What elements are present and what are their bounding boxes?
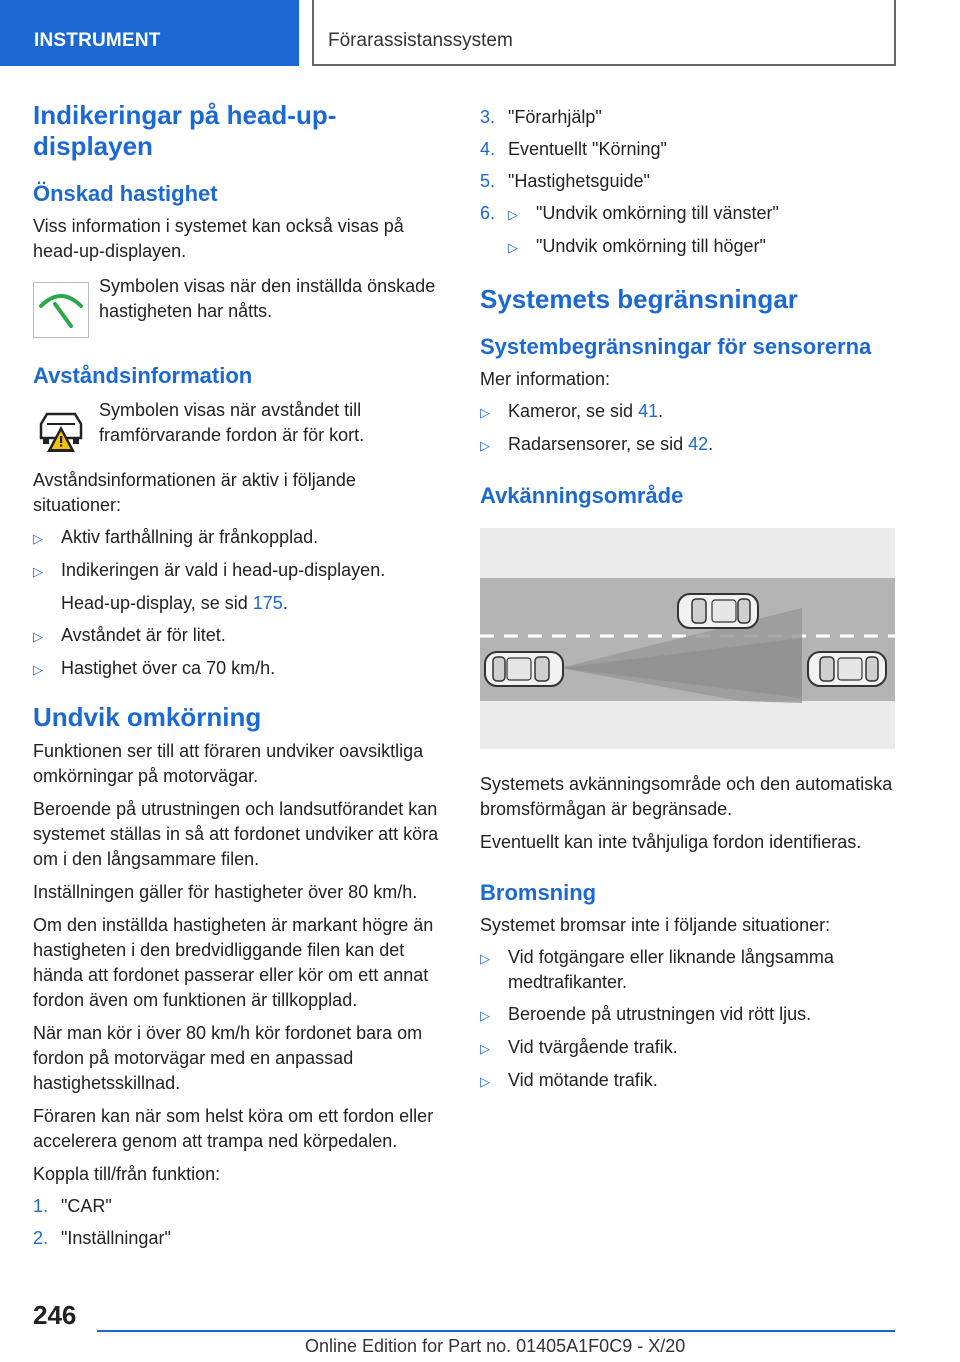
bullet-marker-icon: ▷ — [480, 1008, 490, 1023]
bullet-marker-icon: ▷ — [480, 951, 490, 966]
distance-active-text: Avståndsinformationen är aktiv i följande situationer: — [33, 470, 356, 515]
braking-heading: Bromsning — [480, 880, 597, 905]
overtake-heading: Undvik omkörning — [33, 702, 262, 732]
overtake-para: När man kör i över 80 km/h kör fordonet bara om fordon på motorvägar med en anpassad hastighetsskillnad. — [33, 1023, 423, 1093]
page-link-41[interactable]: 41 — [638, 401, 659, 421]
bullet-marker-icon: ▷ — [480, 1074, 490, 1089]
list-item: ▷ Kameror, se sid 41. — [480, 399, 900, 425]
page-number: 246 — [33, 1300, 77, 1330]
limits-heading: Systemets begränsningar — [480, 284, 798, 314]
car-icon — [808, 652, 886, 686]
distance-symbol-text: Symbolen visas när avståndet till framförvarande fordon är för kort. — [99, 400, 365, 445]
section-label: INSTRUMENT — [34, 30, 161, 51]
bullet-marker-icon: ▷ — [480, 1041, 490, 1056]
distance-warning-icon — [33, 398, 89, 454]
page-link-175[interactable]: 175 — [252, 593, 283, 613]
distance-heading: Avståndsinformation — [33, 363, 253, 388]
step-item: 3. "Förarhjälp" — [480, 107, 602, 127]
list-item: ▷ Radarsensorer, se sid 42. — [480, 432, 900, 458]
overtake-para: Inställningen gäller för hastigheter över 80 km/h. — [33, 882, 418, 902]
bullet-marker-icon: ▷ — [33, 662, 43, 677]
overtake-para: Funktionen ser till att föraren undviker oavsiktliga omkörningar på motorvägar. — [33, 741, 424, 786]
list-item: ▷ Vid tvärgående trafik. — [480, 1035, 900, 1061]
bullet-marker-icon: ▷ — [508, 207, 518, 222]
sensors-heading: Systembegränsningar för sensorerna — [480, 334, 872, 359]
bullet-marker-icon: ▷ — [33, 531, 43, 546]
bullet-marker-icon: ▷ — [508, 240, 518, 255]
list-item: ▷ Vid fotgängare eller liknande långsamma medtrafikanter. — [480, 945, 900, 995]
step-item: 2. "Inställningar" — [33, 1228, 171, 1248]
speed-symbol-row — [33, 274, 447, 338]
list-item: ▷ Aktiv farthållning är frånkopplad. — [33, 525, 447, 551]
section-tab — [0, 0, 299, 66]
desired-speed-icon — [33, 282, 89, 338]
bullet-marker-icon: ▷ — [480, 405, 490, 420]
sub-step-item: ▷ "Undvik omkörning till höger" — [480, 234, 900, 260]
speed-intro: Viss information i systemet kan också visas på head-up-displayen. — [33, 216, 404, 261]
chapter-tab — [312, 0, 896, 66]
overtake-para: Om den inställda hastigheten är markant högre än hastigheten i den bredvidliggande filen kan det hända att fordonet passerar eller kör om ett annat fordon även om funktionen är tillkopplad. — [33, 915, 434, 1010]
more-info: Mer information: — [480, 369, 611, 389]
distance-symbol-row — [33, 398, 447, 454]
overtake-para: Föraren kan när som helst köra om ett fordon eller accelerera genom att trampa ned körpedalen. — [33, 1106, 434, 1151]
chapter-label: Förarassistanssystem — [328, 30, 513, 51]
bullet-marker-icon: ▷ — [33, 564, 43, 579]
car-icon — [485, 652, 563, 686]
list-item: ▷ Vid mötande trafik. — [480, 1068, 900, 1094]
footer-rule — [97, 1330, 895, 1332]
braking-intro: Systemet bromsar inte i följande situationer: — [480, 915, 831, 935]
detection-para: Eventuellt kan inte tvåhjuliga fordon identifieras. — [480, 832, 862, 852]
list-item: ▷ Indikeringen är vald i head-up-displayen. — [33, 558, 447, 584]
list-item: ▷ Avståndet är för litet. — [33, 623, 447, 649]
detection-heading: Avkänningsområde — [480, 483, 684, 508]
page-link-42[interactable]: 42 — [688, 434, 709, 454]
step-item: 4. Eventuellt "Körning" — [480, 139, 667, 159]
speed-symbol-text: Symbolen visas när den inställda önskade hastigheten har nåtts. — [99, 276, 436, 321]
step-item: 6. ▷ "Undvik omkörning till vänster" — [480, 201, 900, 227]
speed-heading: Önskad hastighet — [33, 181, 218, 206]
bullet-marker-icon: ▷ — [480, 438, 490, 453]
footer-edition: Online Edition for Part no. 01405A1F0C9 - X/20 — [305, 1336, 686, 1356]
bullet-marker-icon: ▷ — [33, 629, 43, 644]
step-item: 5. "Hastighetsguide" — [480, 171, 650, 191]
left-column — [33, 100, 447, 1251]
detection-area-diagram — [480, 528, 895, 749]
detection-para: Systemets avkänningsområde och den automatiska bromsförmågan är begränsade. — [480, 774, 893, 819]
right-column — [480, 105, 900, 1094]
overtake-para: Beroende på utrustningen och landsutförandet kan systemet ställas in så att fordonet undviker att köra om i den långsammare filen. — [33, 799, 439, 869]
list-item: ▷ Beroende på utrustningen vid rött ljus. — [480, 1002, 900, 1028]
overtake-para: Koppla till/från funktion: — [33, 1164, 221, 1184]
list-item: ▷ Hastighet över ca 70 km/h. — [33, 656, 447, 682]
step-item: 1. "CAR" — [33, 1196, 112, 1216]
hud-reference: Head-up-display, se sid 175. — [61, 593, 288, 613]
page-title: Indikeringar på head-up-displayen — [33, 100, 337, 161]
car-icon — [678, 594, 758, 628]
